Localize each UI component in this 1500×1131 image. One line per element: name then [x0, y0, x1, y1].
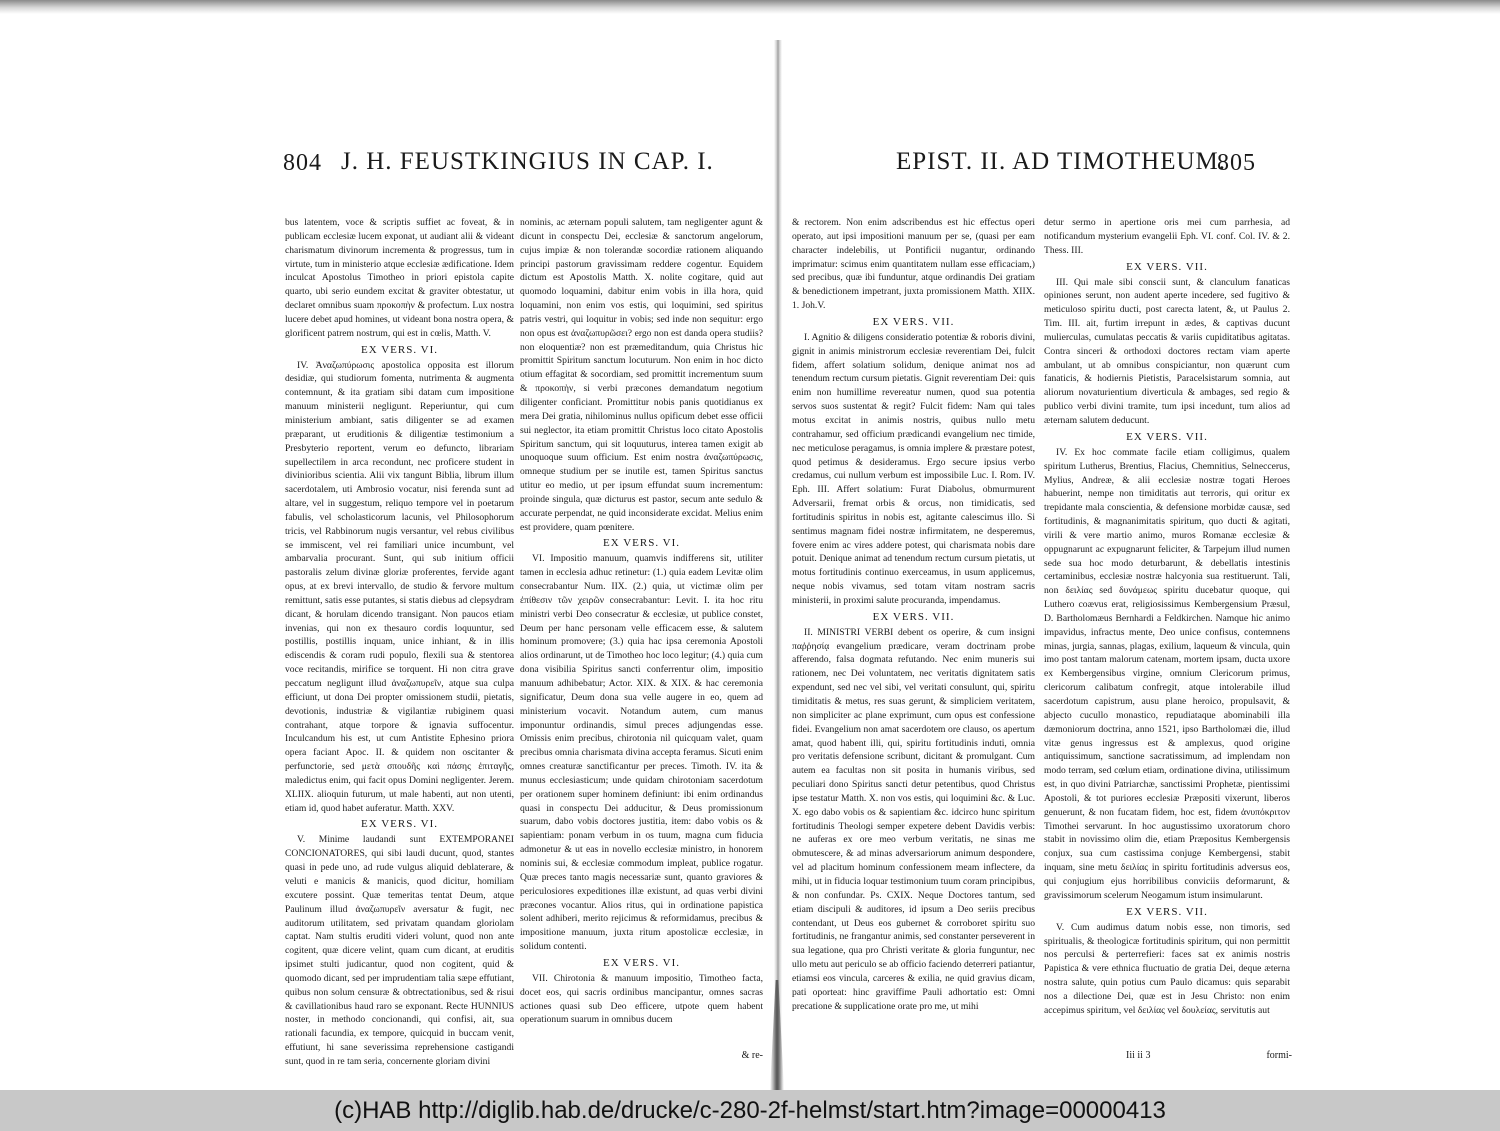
page-number-right: 805 [1217, 150, 1256, 176]
section-heading: EX VERS. VII. [1126, 260, 1208, 273]
right-column-2 [1044, 216, 1290, 1056]
section-heading: EX VERS. VI. [361, 343, 438, 356]
right-page [786, 40, 1298, 1080]
paragraph: II. MINISTRI VERBI debent os operire, & cum insigni παῤῥησίᾳ evangelium prædicare, veram doctrinam probe afferendo, falsa dogmata refutando. Nec enim muneris sui rationem, nec Dei voluntatem, nec veritatis dignitatem satis expendunt, sed nec vel sibi, vel veritati consulunt, qui, spiritu timiditatis & metus, res suas gerunt, & simpliciem veritatem, non simpliciter ac plane exprimunt, cum opus est confessione fidei. Evangelium non amat sacerdotem ore clauso, os apertum amat, quod habent illi, qui, spiritu fortitudinis induti, omnia pro veritatis defensione scribunt, dicitant & promulgant. Cum autem ea facultas non sit posita in humanis viribus, sed peculiari dono Spiritus sancti detur petentibus, quod Christus ipse testatur Matth. X. non vos estis, qui loquimini &c. & Luc. X. ego dabo vobis os & sapientiam &c. idcirco hunc spiritum fortitudinis Theologi semper expetere debent Davidis verbis: ne auferas ex ore meo verbum veritatis, ne sinas me obmutescere, & ad minas adversariorum animum despondere, vel ad placitum hominum confessionem meam inflectere, da mihi, ut in fiducia loquar testimonium tuum coram principibus, & non confundar. Ps. CXIX. Neque Doctores tantum, sed etiam discipuli & auditores, id ipsum a Deo seriis precibus contendant, ut Deus eos gubernet & corroboret spiritu suo fortitudinis, ne frangantur animis, sed constanter perseverent in sua legatione, qua pro Christi veritate & gloria funguntur, nec ullo metu aut periculo se ab officio faciendo deterreri patiantur, etiamsi eos vincula, carceres & exilia, ne quid gravius dicam, pati oporteat: hinc graviffime Pauli adhortatio est: Omni precatione & supplicatione orate pro me, ut mihi [792, 626, 1035, 1012]
running-head-left [283, 148, 763, 188]
section-heading: EX VERS. VI. [361, 818, 438, 831]
page-number-left: 804 [283, 150, 322, 176]
section-heading: EX VERS. VII. [1126, 905, 1208, 918]
catchword-right: formi- [1266, 1050, 1292, 1061]
paragraph: I. Agnitio & diligens consideratio potentiæ & roboris divini, gignit in animis ministrorum ecclesiæ reverentiam Dei, fulcit fidem, affert solatium solidum, denique animat nos ad tenendum rectum cursum pietatis. Gignit reverentiam Dei: quis enim non humillime revereatur numen, quod sua potentia servos suos sustentat & regit? Fulcit fidem: Nam qui tales motus excitat in animis nostris, quibus nullo metu contrahamur, sed officium prædicandi evangelium nec timide, nec meticulose peragamus, is omnia implere & præstare potest, quod petimus & desideramus. Ergo secure ipsius verbo credamus, cui nullum verbum est impossibile Luc. I. Rom. IV. Eph. III. Affert solatium: Furat Diabolus, obmurmurent Adversarii, fremat orbis & orcus, non timidicatis, sed fortitudinis spiritus in nobis est, agitante calescimus illo. Si sentimus magnam fidei nostræ infirmitatem, ne desperemus, fovere enim ac vires addere potest, qui charismata nobis dare potuit. Denique animat ad tenendum rectum cursum pietatis, ut motus fortitudinis continuo exerceamus, in usum applicemus, neque nobis vivamus, sed totam vitam nostram sacris ministerii, in proximi salute procuranda, impendamus. [792, 331, 1035, 606]
paragraph: detur sermo in apertione oris mei cum parrhesia, ad notificandum mysterium evangelii Eph. VI. conf. Col. IV. & 2. Thess. III. [1044, 217, 1290, 256]
section-heading: EX VERS. VII. [1126, 430, 1208, 443]
paragraph: V. Cum audimus datum nobis esse, non timoris, sed spiritualis, & theologicæ fortitudinis spiritum, qui non permittit nos perculsi & perterrefieri: faces sat ex animis nostris Papistica & vere ethnica fluctuatio de gratia Dei, deque æterna nostra salute, quin potius cum Paulo dicamus: quis separabit nos a dilectione Dei, quæ est in Jesu Christo: non enim accepimus spiritum, vel δειλίας vel δουλείας, servitutis aut [1044, 921, 1290, 1016]
paragraph: nominis, ac æternam populi salutem, tam negligenter agunt & dicunt in conspectu Dei, ecclesiæ & sanctorum angelorum, cujus impiæ & non tolerandæ socordiæ rationem aliquando principi pastorum gravissimam reddere cogentur. Equidem dictum est Apostolis Matth. X. nolite cogitare, quid aut quomodo loquamini, dabitur enim vobis in illa hora, quid loquamini, non enim vos estis, qui loquimini, sed spiritus patris vestri, qui loquitur in vobis; sed inde non sequitur: ergo non opus est ἀναζωπυρῶσει? ergo non est danda opera studiis? non eloquentiæ? non est præmeditandum, quia Christus hic promittit Spiritum sanctum locuturum. Non enim in hoc dicto otium effagitat & socordiam, sed promittit incrementum suum & προκοπὴν, si verbi præcones demandatum negotium diligenter conficiant. Promittitur nobis panis quotidianus ex mera Dei gratia, nihilominus nullus opificum debet esse officii sui neglector, ita etiam promittit Christus loco citato Apostolis Spiritum sanctum, qui sit loquuturus, interea tamen exigit ab unoquoque suum officium. Est enim nostra ἀναζωπύρωσις, omneque studium per se inutile est, tamen Spiritus sanctus utitur eo medio, ut per ipsum effundat suum incrementum: proinde singula, quæ dicturus est pastor, secum ante sedulo & accurate perpendat, ne quid inconsiderate excidat. Melius enim est providere, quam pœnitere. [520, 217, 763, 533]
paragraph: III. Qui male sibi conscii sunt, & clanculum fanaticas opiniones serunt, non audent aperte incedere, sed fugitivo & meticuloso spiritu ducti, post carecta latent, &, ut Paulus 2. Tim. III. ait, furtim irrepunt in ædes, & captivas ducunt mulierculas, cumulatas peccatis & variis cupiditatibus agitatas. Contra sinceri & orthodoxi doctores rectam viam aperte ambulant, ut ab omnibus conspiciantur, non quærunt cum fanaticis, & hodiernis Pietistis, Paracelsistarum somnia, aut aliorum novaturientium diverticula & ambages, sed regio & publico verbi divini tramite, tum ipsi incedunt, tum alios ad æternam salutem deducunt. [1044, 276, 1290, 426]
section-heading: EX VERS. VII. [872, 610, 955, 623]
scan-edge-shadow [0, 0, 1500, 14]
paragraph: IV. Ἀναζωπύρωσις apostolica opposita est illorum desidiæ, qui studiorum fomenta, nutrimenta & augmenta contemnunt, & ita gratiam sibi datam cum impositione manuum ministerii negligunt. Reperiuntur, qui cum ministerium ambiant, satis diligenter se ad examen præparant, ut eruditionis & diligentiæ testimonium a Presbyterio reportent, verum eo defuncto, librariam supellectilem in arca recondunt, nec proficere student in divinioribus scientia. Alii vix tangunt Biblia, librum illum sacerdotalem, uti Ambrosio vocatur, nisi ferenda sunt ad altare, vel in suggestum, reliquo tempore vel in poetarum fabulis, vel scholasticorum lacunis, vel Philosophorum tricis, vel Rabbinorum nugis versantur, vel rebus civilibus se immiscent, vel rei familiari unice incumbunt, vel ambarvalia procurant. Sunt, qui sub initium officii pastoralis zelum divinæ gloriæ proferentes, fervide agant opus, at ex brevi intervallo, de studio & fervore multum remittunt, satis esse putantes, si statis diebus ad clepsydram dicant, & horulam dicendo transigant. Non paucos etiam invenias, qui non ex thesauro cordis loquuntur, sed postillis, postillis inquam, unice inhiant, & in illis ediscendis & coram rudi populo, flexili sua & stentorea voce recitandis, mirifice se torquent. Hi non citra grave peccatum negligunt illud ἀναζωπυρεῖν, atque sua culpa efficiunt, ut dona Dei propter omissionem studii, pietatis, devotionis, industriæ & vigilantiæ rubiginem quasi contrahant, atque torpore & ignavia suffocentur. Inculcandum his est, ut cum Antistite Ephesino priora opera faciant Apoc. II. & quidem non oscitanter & perfunctorie, sed μετὰ σπουδῆς καὶ πάσης ἐπιταγῆς, maledictus enim, qui facit opus Domini negligenter. Jerem. XLIIX. alioquin futurum, ut male habenti, aut non utenti, etiam id, quod habet auferatur. Matth. XXV. [285, 359, 514, 814]
running-head-right [786, 148, 1256, 188]
section-heading: EX VERS. VII. [872, 315, 955, 328]
running-head-title-right: EPIST. II. AD TIMOTHEUM. [896, 148, 1227, 175]
book-gutter [774, 40, 782, 1090]
signature-mark: Iii ii 3 [1126, 1050, 1151, 1061]
copyright-caption: (c)HAB http://diglib.hab.de/drucke/c-280-2f-helmst/start.htm?image=00000413 [0, 1090, 1500, 1131]
left-column-2 [520, 216, 763, 1056]
section-heading: EX VERS. VI. [603, 537, 680, 550]
left-column-1 [285, 216, 514, 1067]
catchword-left: & re- [741, 1050, 763, 1061]
paragraph: & rectorem. Non enim adscribendus est hic effectus operi operato, aut ipsi impositioni manuum per se, (quasi per eam character indelebilis, ut Pontificii nugantur, ordinando imprimatur: scimus enim quantitatem nullam esse efficaciam,) sed precibus, quæ ibi funduntur, atque ordinandis Dei gratiam & benedictionem impetrant, juxta promissionem Matth. XIIX. 1. Joh.V. [792, 217, 1035, 312]
running-head-title-left: J. H. FEUSTKINGIUS IN CAP. I. [341, 148, 714, 175]
paragraph: IV. Ex hoc commate facile etiam colligimus, qualem spiritum Lutherus, Brentius, Flacius, Chemnitius, Selneccerus, Mylius, Andreæ, & alii ecclesiæ nostræ togati Heroes habuerint, nempe non timiditatis aut terroris, qui oritur ex trepidante mala conscientia, & defensione morbidæ causæ, sed fortitudinis, & magnanimitatis spiritum, quo ducti & agitati, virili & vere martio animo, muros Romanæ ecclesiæ & oppugnarunt ac expugnarunt feliciter, & Tarpejum illud numen sede sua hoc modo deturbarunt, & debellatis intestinis certaminibus, ecclesiæ nostræ halcyonia sua restituerunt. Tali, non δειλίας sed δυνάμεως spiritu ducebatur quoque, qui Luthero coævus erat, religiosissimus Kembergensium Præsul, D. Bartholomæus Bernhardi a Feldkirchen. Namque hic animo impavidus, infractus mente, Deo unice confisus, contemnens minas, jurgia, sannas, plagas, exilium, laqueum & vincula, quin imo post tantam malorum catenam, mortem ipsam, ducta uxore ex Kembergensibus virgine, omnium Clericorum primus, clericorum calibatum confregit, atque intolerabile illud sacerdotum capistrum, ausu plane heroico, propulsavit, & abjecto cucullo monastico, repudiataque abominabili illa dæmoniorum doctrina, anno 1521, ipso Bartholomæi die, illud vitæ genus ingressus est & amplexus, quod origine antiquissimum, sanctione sacratissimum, ad implendam non modo terram, sed cœlum etiam, ordinatione divina, utilissimum est, in quo divini Patriarchæ, sanctissimi Prophetæ, pientissimi Apostoli, & tot puriores ecclesiæ Præpositi vixerunt, liberos genuerunt, & non fucatam fidem, hoc est, fidem ἀνυπόκριτον Timothei servarunt. In hoc augustissimo uxoratorum choro stabit in novissimo olim die, etiam Præpositus Kembergensis conjux, sua cum castissima conjuge Kembergensi, stabit inquam, sine metu δειλίας in spiritu fortitudinis adversus eos, qui conjugium ejus horribilibus conviciis deformarunt, & gravissimorum scelerum Neogamum istum insimularunt. [1044, 446, 1290, 901]
paragraph: VII. Chirotonia & manuum impositio, Timotheo facta, docet eos, qui sacris ordinibus mancipantur, omnes sacras actiones quasi sub Deo efficere, utpote quem habent operationum suarum in omnibus ducem [520, 972, 763, 1026]
left-page [205, 40, 775, 1080]
right-column-1 [792, 216, 1035, 1056]
paragraph: VI. Impositio manuum, quamvis indifferens sit, utiliter tamen in ecclesia adhuc retinetur: (1.) quia eadem Levitæ olim consecrabantur Num. IIX. (2.) quia, ut victimæ olim per ἐπίθεσιν τῶν χειρῶν consecrabantur: Levit. I. ita hoc ritu ministri verbi Deo consecratur & ecclesiæ, ut publice constet, Deum per hanc personam velle efficacem esse, & salutem hominum promovere; (3.) quia hac ipsa ceremonia Apostoli alios ordinarunt, ut de Timotheo hoc loco legitur; (4.) quia cum dona visibilia Spiritus sancti conferrentur olim, impositio manuum adhibebatur; Actor. XIX. & XIX. & hac ceremonia significatur, Deum dona sua velle augere in eo, quem ad ministerium vocavit. Notandum autem, cum manus imponuntur ordinandis, simul preces adjungendas esse. Omissis enim precibus, chirotonia nil quicquam valet, quam precibus omnia charismata divina accepta feramus. Sicuti enim omnes creaturæ sanctificantur per preces. Timoth. IV. ita & munus ecclesiasticum; unde quidam chirotoniam sacerdotum per orationem super hominem definiunt: ibi enim ordinandus quasi in conspectu Dei adducitur, & Deus promissionum suarum, dabo vobis doctores justitia, item: dabo vobis os & sapientiam: ponam verbum in os tuum, magna cum fiducia admonetur & ut eas in novello ecclesiæ ministro, in honorem nominis sui, & ecclesiæ commodum impleat, publice rogatur. Quæ preces tanto magis necessariæ sunt, quanto graviores & periculosiores expeditiones illæ existunt, ad quas verbi divini præcones vocantur. Alios ritus, qui in ordinatione papistica solent adhiberi, merito rejicimus & reformidamus, precibus & impositione manuum, juxta ritum apostolicæ ecclesiæ, in solidum contenti. [520, 553, 763, 953]
paragraph: V. Minime laudandi sunt EXTEMPORANEI CONCIONATORES, qui sibi laudi ducunt, quod, stantes quasi in pede uno, ad rude vulgus aliquid deblaterare, & veluti e manicis & manicis, quod dicitur, homiliam excutere possint. Quæ temeritas tentat Deum, atque Paulinum illud ἀναζωπυρεῖν aversatur & fugit, nec auditorum utilitatem, sed privatam quandam gloriolam captat. Nam stultis eruditi videri volunt, quod non ante cogitent, quæ dicere velint, quam cum dicant, at eruditis ipsimet stulti judicantur, quod non cogitent, quid & quomodo dicant, sed per imprudentiam talia sæpe effutiant, quibus non solum censuræ & obtrectationibus, sed & risui & cavillationibus haud raro se exponant. Recte HUNNIUS noster, in methodo concionandi, qui confisi, ait, sua rationali facundia, ex tempore, quicquid in buccam venit, effutiunt, hi sane severissima reprehensione castigandi sunt, quod in re tam seria, concernente gloriam divini [285, 834, 514, 1067]
section-heading: EX VERS. VI. [603, 956, 680, 969]
paragraph: bus latentem, voce & scriptis suffiet ac foveat, & in publicam ecclesiæ lucem exponat, ut audiant alii & videant charismatum divinorum incrementa & progressus, tum in virtute, tum in ministerio atque ecclesiæ ædificatione. Idem inculcat Apostolus Timotheo in priori epistola capite quarto, ubi serio eundem excitat & graviter obtestatur, ut declaret omnibus suam προκοπὴν & profectum. Lux nostra lucere debet apud homines, ut videant bona nostra opera, & glorificent patrem nostrum, qui est in cœlis, Matth. V. [285, 217, 514, 339]
